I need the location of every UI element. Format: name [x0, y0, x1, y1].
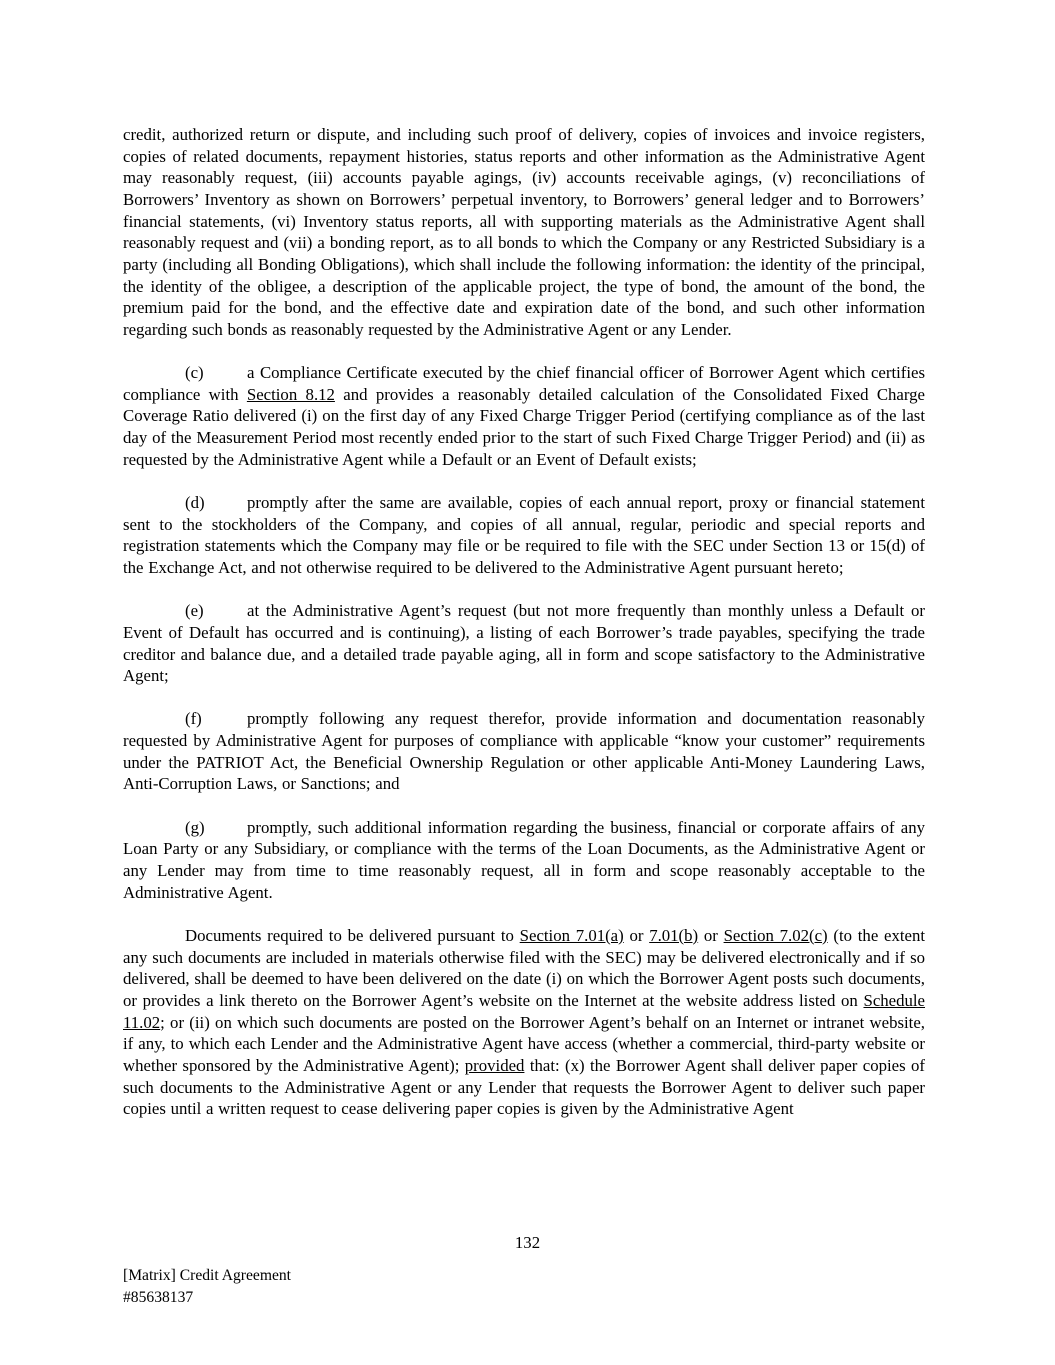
- document-body: [123, 124, 925, 1141]
- paragraph-item-f: [123, 708, 925, 795]
- paragraph-item-g: [123, 817, 925, 904]
- text-segment: (to the extent any such documents are included in materials otherwise filed with the SEC) may be delivered electronically and if so delivered, shall be deemed to have been delivered on the date (i) on which the Borrower Agent posts such documents, or provides a link thereto on the Borrower Agent’s website on the Internet at the website address listed on: [123, 925, 926, 1010]
- text-segment: or: [698, 925, 724, 945]
- underlined-reference: Section 7.02(c): [723, 925, 828, 945]
- paragraph-label: (d): [185, 493, 205, 513]
- paragraph-delivery-of-documents: [123, 925, 925, 1120]
- text-segment: ; or (ii) on which such documents are posted on the Borrower Agent’s behalf on an Internet or intranet website, if any, to which each Lender and the Administrative Agent have access (whether a commercial, third-party website or whether sponsored by the Administrative Agent);: [123, 1012, 925, 1075]
- text-segment: at the Administrative Agent’s request (but not more frequently than monthly unless a Default or Event of Default has occurred and is continuing), a listing of each Borrower’s trade payables, specifying the trade creditor and balance due, and a detailed trade payable aging, all in form and scope satisfactory to the Administrative Agent;: [123, 601, 925, 686]
- footer-doc-id: #85638137: [123, 1288, 194, 1306]
- paragraph-item-d: [123, 492, 925, 579]
- footer-doc-title: [Matrix] Credit Agreement: [123, 1267, 292, 1284]
- page-number: 132: [514, 1233, 541, 1252]
- text-segment: promptly, such additional information regarding the business, financial or corporate affairs of any Loan Party or any Subsidiary, or compliance with the terms of the Loan Documents, as the Administrative Agent or any Lender may from time to time reasonably request, all in form and scope reasonably acceptable to the Administrative Agent.: [123, 817, 925, 902]
- text-segment: that: (x) the Borrower Agent shall deliver paper copies of such documents to the Administrative Agent or any Lender that requests the Borrower Agent to deliver such paper copies until a written request to cease delivering paper copies is given by the Administrative Agent: [123, 1055, 925, 1119]
- text-segment: promptly after the same are available, copies of each annual report, proxy or financial statement sent to the stockholders of the Company, and copies of all annual, regular, periodic and special reports and registration statements which the Company may file or be required to file with the SEC under Section 13 or 15(d) of the Exchange Act, and not otherwise required to be delivered to the Administrative Agent pursuant hereto;: [123, 493, 925, 577]
- text-segment: credit, authorized return or dispute, and including such proof of delivery, copies of invoices and invoice registers, copies of related documents, repayment histories, status reports and other information as the Administrative Agent may reasonably request, (iii) accounts payable agings, (iv) accounts receivable agings, (v) reconciliations of Borrowers’ Inventory as shown on Borrowers’ perpetual inventory, to Borrowers’ general ledger and to Borrowers’ financial statements, (vi) Inventory status reports, all with supporting materials as the Administrative Agent shall reasonably request and (vii) a bonding report, as to all bonds to which the Company or any Restricted Subsidiary is a party (including all Bonding Obligations), which shall include the following information: the identity of the principal, the identity of the obligee, a description of the applicable project, the type of bond, the amount of the bond, the premium paid for the bond, and the effective date and expiration date of the bond, and such other information regarding such bonds as reasonably requested by the Administrative Agent or any Lender.: [123, 125, 925, 339]
- paragraph-label: (e): [185, 601, 204, 621]
- text-segment: promptly following any request therefor, provide information and documentation reasonably requested by Administrative Agent for purposes of compliance with applicable “know your customer” requirements under the PATRIOT Act, the Beneficial Ownership Regulation or other applicable Anti-Money Laundering Laws, Anti-Corruption Laws, or Sanctions; and: [123, 709, 925, 794]
- underlined-reference: 7.01(b): [649, 925, 699, 945]
- paragraph-item-c: [123, 362, 925, 470]
- underlined-reference: Section 8.12: [246, 384, 335, 404]
- text-segment: Documents required to be delivered pursuant to: [185, 925, 520, 945]
- underlined-reference: Schedule 11.02: [123, 990, 925, 1032]
- document-footer: [123, 1265, 291, 1308]
- text-segment: a Compliance Certificate executed by the chief financial officer of Borrower Agent which certifies compliance with: [123, 363, 925, 404]
- underlined-reference: provided: [464, 1055, 525, 1075]
- paragraph-label: (f): [185, 709, 202, 729]
- paragraph-item-e: [123, 600, 925, 687]
- paragraph-continuation: [123, 124, 925, 341]
- text-segment: and provides a reasonably detailed calculation of the Consolidated Fixed Charge Coverage Ratio delivered (i) on the first day of any Fixed Charge Trigger Period (certifying compliance as of the last day of the Measurement Period most recently ended prior to the start of such Fixed Charge Trigger Period) and (ii) as requested by the Administrative Agent while a Default or an Event of Default exists;: [123, 384, 925, 469]
- paragraph-label: (g): [185, 817, 205, 837]
- underlined-reference: Section 7.01(a): [519, 925, 624, 945]
- text-segment: or: [623, 925, 650, 945]
- paragraph-label: (c): [185, 363, 204, 383]
